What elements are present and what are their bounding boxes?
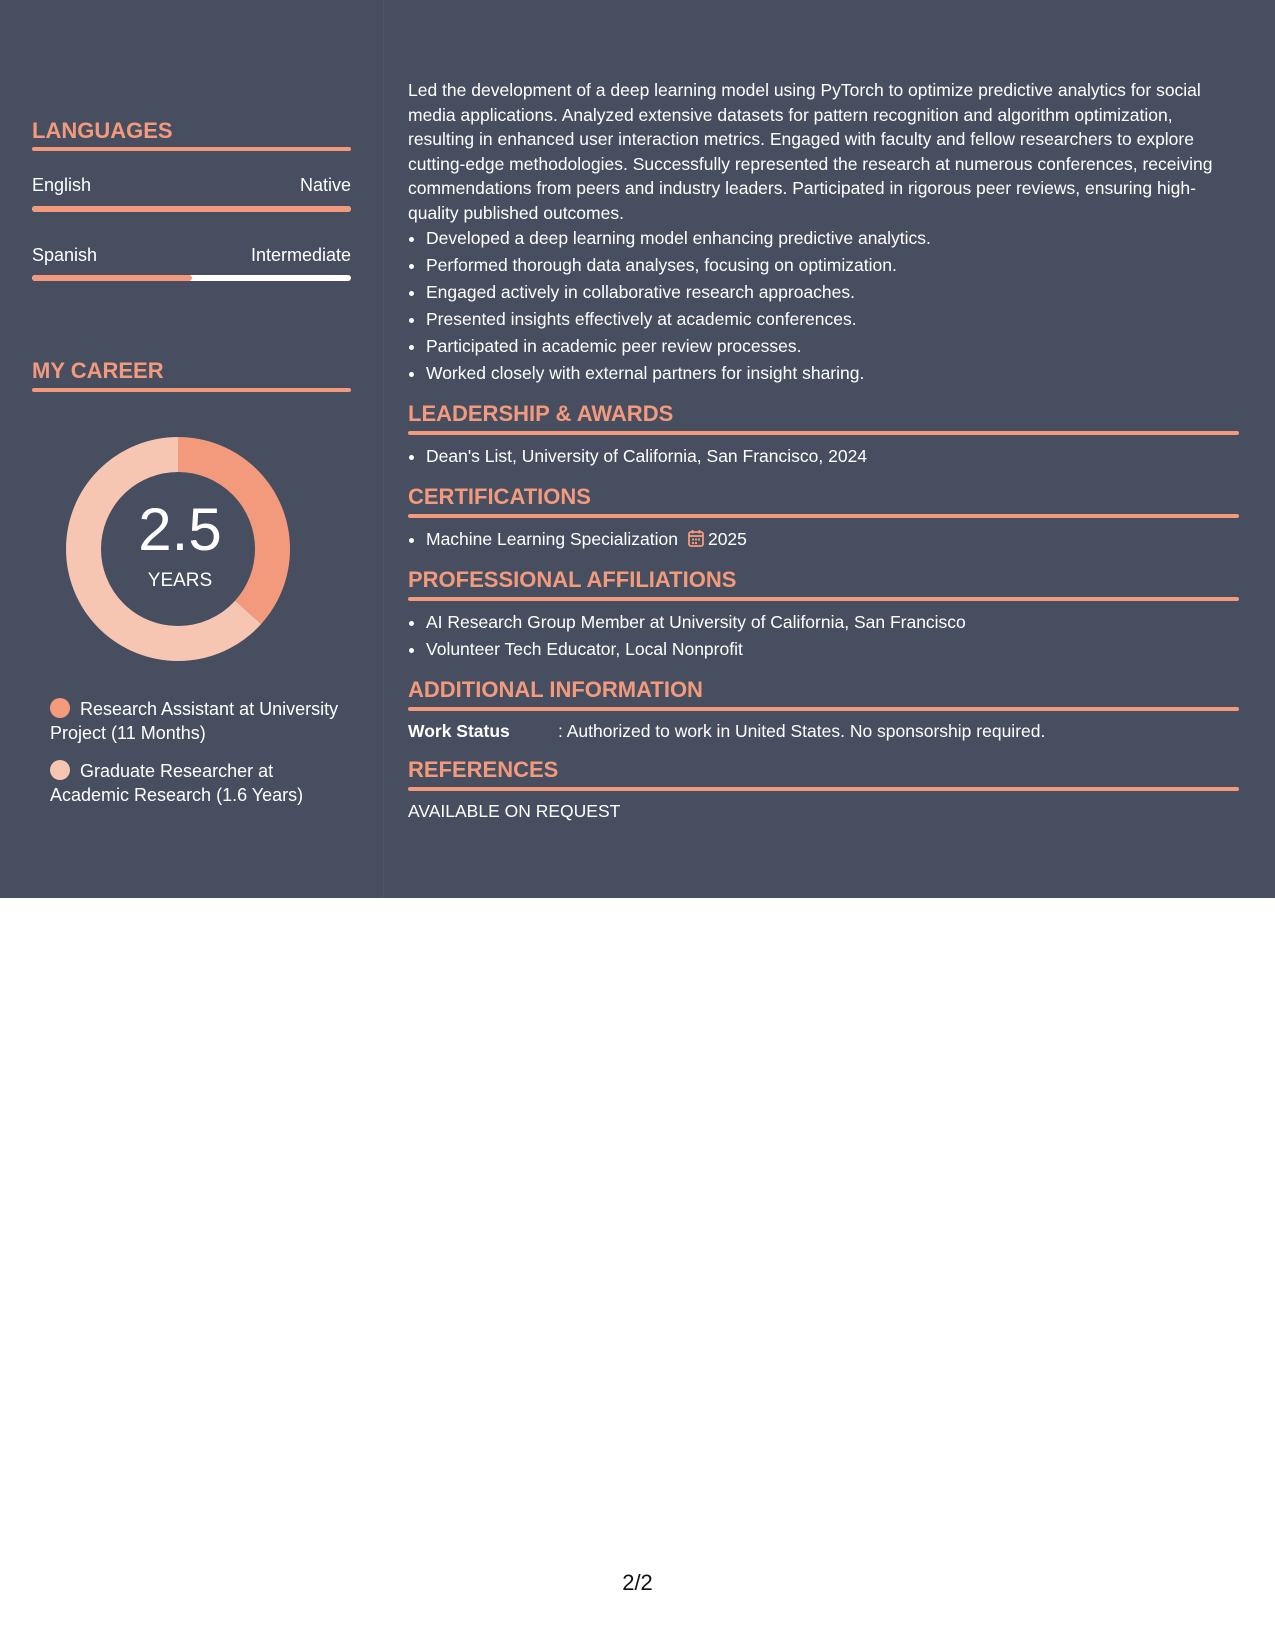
language-name: Spanish xyxy=(32,245,98,265)
career-total-unit: YEARS xyxy=(147,570,213,591)
experience-bullets xyxy=(408,225,1239,387)
certifications-rule xyxy=(408,514,1239,518)
references-heading: REFERENCES xyxy=(408,757,559,782)
leadership-heading: LEADERSHIP & AWARDS xyxy=(408,401,674,426)
certification-name: Machine Learning Specialization xyxy=(426,529,678,549)
leadership-list xyxy=(408,443,1239,470)
career-heading: MY CAREER xyxy=(32,358,164,383)
page-number: 2/2 xyxy=(622,1570,653,1595)
language-bar-fill xyxy=(32,206,351,212)
work-status-value: : Authorized to work in United States. No sponsorship required. xyxy=(558,721,1046,741)
list-item: • Engaged actively in collaborative research approaches. xyxy=(426,279,1239,306)
legend-dot xyxy=(50,760,70,780)
list-item: • Participated in academic peer review processes. xyxy=(426,333,1239,360)
career-total-value: 2.5 xyxy=(138,496,222,563)
legend-label: Research Assistant at University Project (11 Months) xyxy=(50,699,339,743)
career-legend-item xyxy=(50,697,350,745)
references-rule xyxy=(408,787,1239,791)
column-divider xyxy=(383,0,384,898)
leadership-rule xyxy=(408,431,1239,435)
additional-info-heading: ADDITIONAL INFORMATION xyxy=(408,677,703,702)
references-text: AVAILABLE ON REQUEST xyxy=(408,801,621,821)
work-status-label: Work Status xyxy=(408,721,510,741)
certification-year: 2025 xyxy=(707,529,747,549)
certifications-heading: CERTIFICATIONS xyxy=(408,484,591,509)
language-bar-fill xyxy=(32,275,192,281)
list-item xyxy=(426,526,1239,553)
affiliations-rule xyxy=(408,597,1239,601)
legend-label: Graduate Researcher at Academic Research (1.6 Years) xyxy=(50,761,304,805)
legend-dot xyxy=(50,698,70,718)
language-level: Intermediate xyxy=(250,245,351,265)
list-item: • Developed a deep learning model enhancing predictive analytics. xyxy=(426,225,1239,252)
language-bar-spanish xyxy=(32,275,351,281)
languages-rule xyxy=(32,147,351,151)
languages-heading: LANGUAGES xyxy=(32,118,173,143)
certifications-list xyxy=(408,526,1239,553)
calendar-icon xyxy=(688,529,704,547)
career-rule xyxy=(32,388,351,392)
language-row-english xyxy=(32,174,351,196)
list-item: • Dean's List, University of California, San Francisco, 2024 xyxy=(426,443,1239,470)
right-column xyxy=(408,78,1239,823)
list-item: • Performed thorough data analyses, focusing on optimization. xyxy=(426,252,1239,279)
affiliations-list xyxy=(408,609,1239,663)
list-item: • Volunteer Tech Educator, Local Nonprofit xyxy=(426,636,1239,663)
career-legend-item xyxy=(50,759,350,807)
work-status-row xyxy=(408,719,1239,743)
language-level: Native xyxy=(299,175,351,195)
additional-info-rule xyxy=(408,707,1239,711)
language-row-spanish xyxy=(32,244,351,266)
affiliations-heading: PROFESSIONAL AFFILIATIONS xyxy=(408,567,737,592)
language-bar-english xyxy=(32,206,351,212)
list-item: • AI Research Group Member at University of California, San Francisco xyxy=(426,609,1239,636)
list-item: • Worked closely with external partners for insight sharing. xyxy=(426,360,1239,387)
experience-summary: Led the development of a deep learning model using PyTorch to optimize predictive analytics for social media applications. Analyzed extensive datasets for pattern recognition and algorithm optimization, resulting in enhanced user interaction metrics. Engaged with faculty and fellow researchers to explore cutting-edge methodologies. Successfully represented the research at numerous conferences, receiving commendations from peers and industry leaders. Participated in rigorous peer reviews, ensuring high-quality published outcomes. xyxy=(408,80,1213,223)
language-name: English xyxy=(32,175,92,195)
list-item: • Presented insights effectively at academic conferences. xyxy=(426,306,1239,333)
